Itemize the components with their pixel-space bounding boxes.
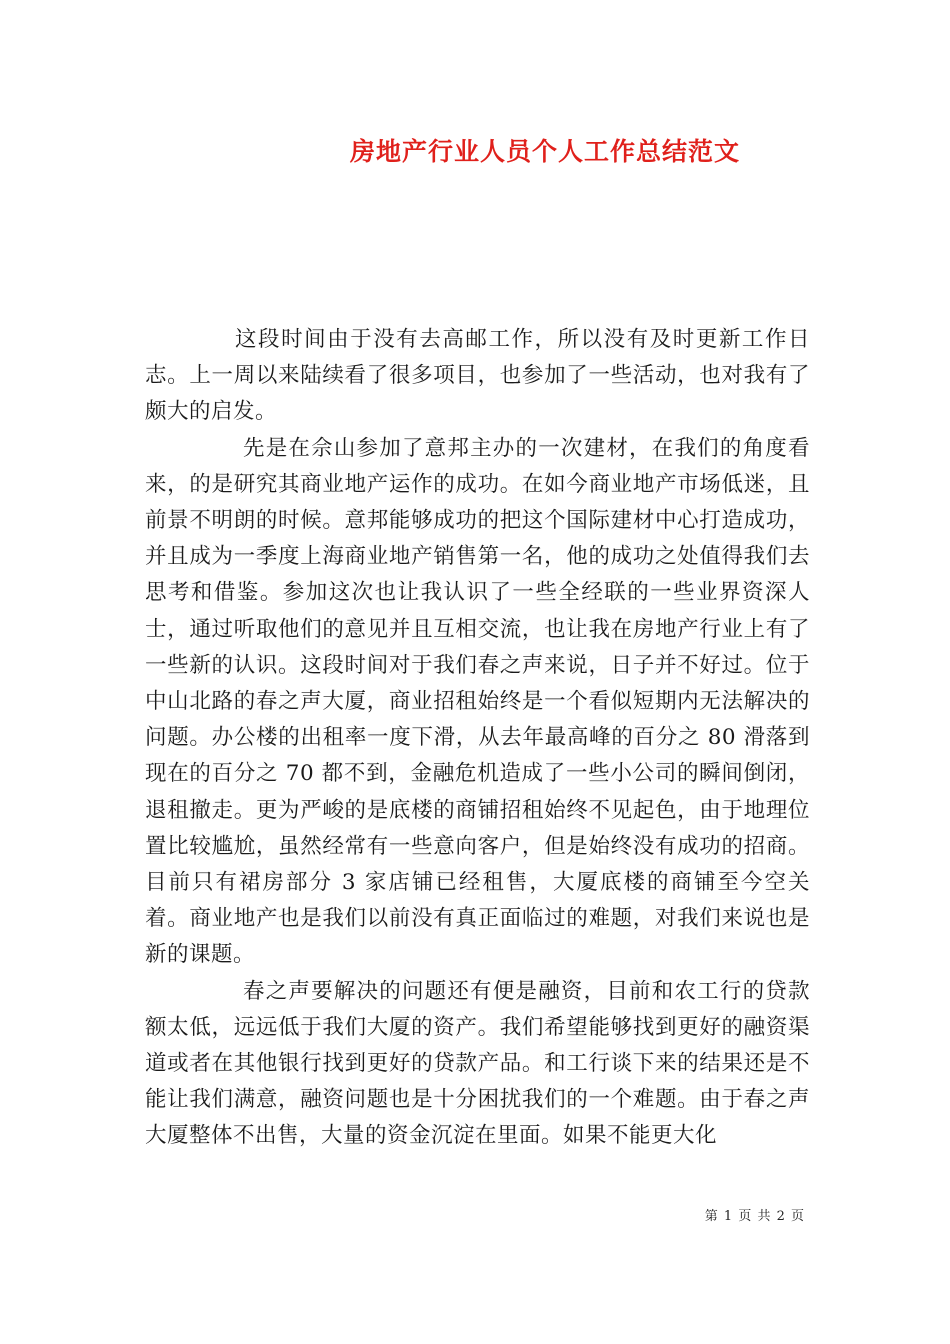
paragraph-3: 春之声要解决的问题还有便是融资，目前和农工行的贷款额太低，远远低于我们大厦的资产。我们希望能够找到更好的融资渠道或者在其他银行找到更好的贷款产品。和工行谈下来的结果还是不能让我们满意，融资问题也是十分困扰我们的一个难题。由于春之声大厦整体不出售，大量的资金沉淀在里面。如果不能更大化: [145, 978, 810, 1149]
body-text: [145, 322, 810, 1155]
page-number-footer: 第 1 页 共 2 页: [704, 1209, 805, 1224]
page-title: 房地产行业人员个人工作总结范文: [349, 137, 740, 166]
paragraph-2: 先是在佘山参加了意邦主办的一次建材，在我们的角度看来，的是研究其商业地产运作的成功。在如今商业地产市场低迷，且前景不明朗的时候。意邦能够成功的把这个国际建材中心打造成功，并且成为一季度上海商业地产销售第一名，他的成功之处值得我们去思考和借鉴。参加这次也让我认识了一些全经联的一些业界资深人士，通过听取他们的意见并且互相交流，也让我在房地产行业上有了一些新的认识。这段时间对于我们春之声来说，日子并不好过。位于中山北路的春之声大厦，商业招租始终是一个看似短期内无法解决的问题。办公楼的出租率一度下滑，从去年最高峰的百分之 80 滑落到现在的百分之 70 都不到，金融危机造成了一些小公司的瞬间倒闭，退租撤走。更为严峻的是底楼的商铺招租始终不见起色，由于地理位置比较尴尬，虽然经常有一些意向客户，但是始终没有成功的招商。目前只有裙房部分 3 家店铺已经租售，大厦底楼的商铺至今空关着。商业地产也是我们以前没有真正面临过的难题，对我们来说也是新的课题。: [145, 435, 810, 968]
paragraph-1: 这段时间由于没有去高邮工作，所以没有及时更新工作日志。上一周以来陆续看了很多项目，也参加了一些活动，也对我有了颇大的启发。: [145, 327, 810, 425]
